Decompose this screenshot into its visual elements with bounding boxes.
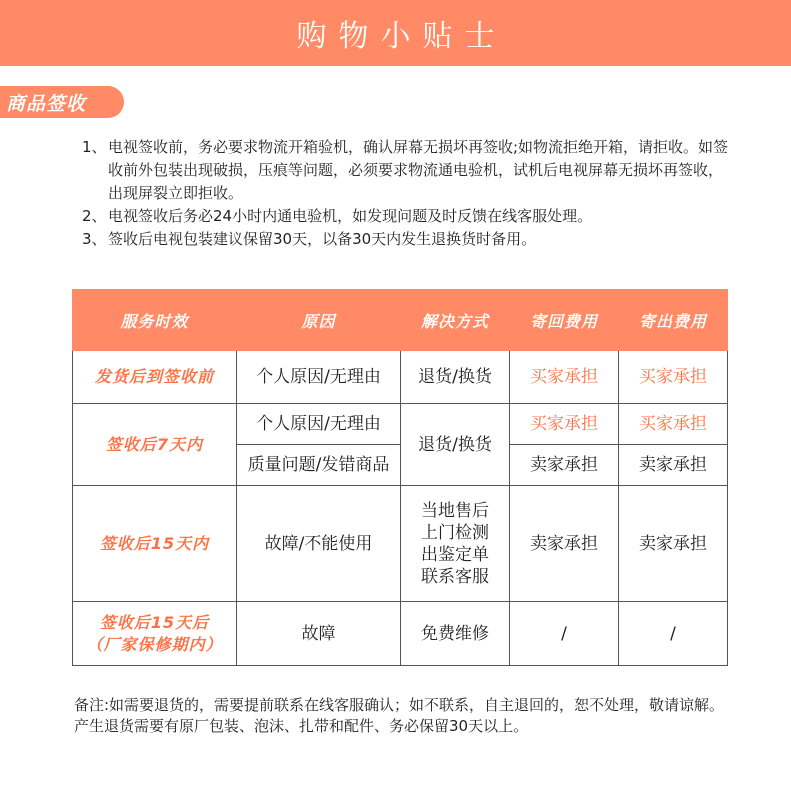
note-item xyxy=(82,205,732,228)
table-row xyxy=(73,602,728,666)
return-fee-cell: 卖家承担 xyxy=(510,445,619,486)
period-cell xyxy=(73,602,237,666)
note-text: 签收后电视包装建议保留30天，以备30天内发生退换货时备用。 xyxy=(108,230,537,248)
send-fee-cell: 卖家承担 xyxy=(619,445,728,486)
note-number: 2、 xyxy=(82,207,107,225)
note-number: 3、 xyxy=(82,230,107,248)
table-header-row xyxy=(73,290,728,351)
solution-line: 上门检测 xyxy=(421,522,489,543)
solution-line: 出鉴定单 xyxy=(421,544,489,565)
reason-cell: 故障 xyxy=(237,602,401,666)
header-period: 服务时效 xyxy=(73,290,237,351)
notes-list xyxy=(82,136,732,251)
note-item xyxy=(82,228,732,251)
solution-cell: 退货/换货 xyxy=(401,351,510,404)
table-row xyxy=(73,486,728,602)
page-title: 购物小贴士 xyxy=(296,19,507,54)
note-text: 电视签收前，务必要求物流开箱验机，确认屏幕无损坏再签收;如物流拒绝开箱，请拒收。如签收前外包装出现破损，压痕等问题，必须要求物流通电验机，试机后电视屏幕无损坏再签收，出现屏裂立即拒收。 xyxy=(108,138,729,202)
note-text: 电视签收后务必24小时内通电验机，如发现问题及时反馈在线客服处理。 xyxy=(108,207,593,225)
header-banner xyxy=(0,0,791,66)
return-fee-cell: 买家承担 xyxy=(510,404,619,445)
table-row xyxy=(73,351,728,404)
send-fee-cell: 买家承担 xyxy=(619,351,728,404)
note-number: 1、 xyxy=(82,138,107,156)
period-line: 签收后15天后 xyxy=(99,612,210,632)
header-return-fee: 寄回费用 xyxy=(510,290,619,351)
solution-cell: 退货/换货 xyxy=(401,404,510,486)
solution-cell: 免费维修 xyxy=(401,602,510,666)
service-table xyxy=(72,289,728,666)
reason-cell: 故障/不能使用 xyxy=(237,486,401,602)
period-cell: 签收后15天内 xyxy=(73,486,237,602)
header-reason: 原因 xyxy=(237,290,401,351)
solution-line: 当地售后 xyxy=(421,500,489,521)
return-fee-cell: 买家承担 xyxy=(510,351,619,404)
send-fee-cell: / xyxy=(619,602,728,666)
period-cell: 签收后7天内 xyxy=(73,404,237,486)
send-fee-cell: 买家承担 xyxy=(619,404,728,445)
return-fee-cell: 卖家承担 xyxy=(510,486,619,602)
note-item xyxy=(82,136,732,205)
return-fee-cell: / xyxy=(510,602,619,666)
header-solution: 解决方式 xyxy=(401,290,510,351)
reason-cell: 个人原因/无理由 xyxy=(237,351,401,404)
period-line: （厂家保修期内） xyxy=(86,634,223,654)
footer-note: 备注:如需要退货的，需要提前联系在线客服确认；如不联系，自主退回的，恕不处理，敬请谅解。产生退货需要有原厂包装、泡沫、扎带和配件、务必保留30天以上。 xyxy=(74,696,725,735)
table-row xyxy=(73,404,728,445)
send-fee-cell: 卖家承担 xyxy=(619,486,728,602)
reason-cell: 质量问题/发错商品 xyxy=(237,445,401,486)
section-label: 商品签收 xyxy=(6,92,87,115)
section-tag xyxy=(0,86,124,118)
reason-cell: 个人原因/无理由 xyxy=(237,404,401,445)
solution-cell xyxy=(401,486,510,602)
solution-line: 联系客服 xyxy=(421,566,489,587)
header-send-fee: 寄出费用 xyxy=(619,290,728,351)
period-cell: 发货后到签收前 xyxy=(73,351,237,404)
